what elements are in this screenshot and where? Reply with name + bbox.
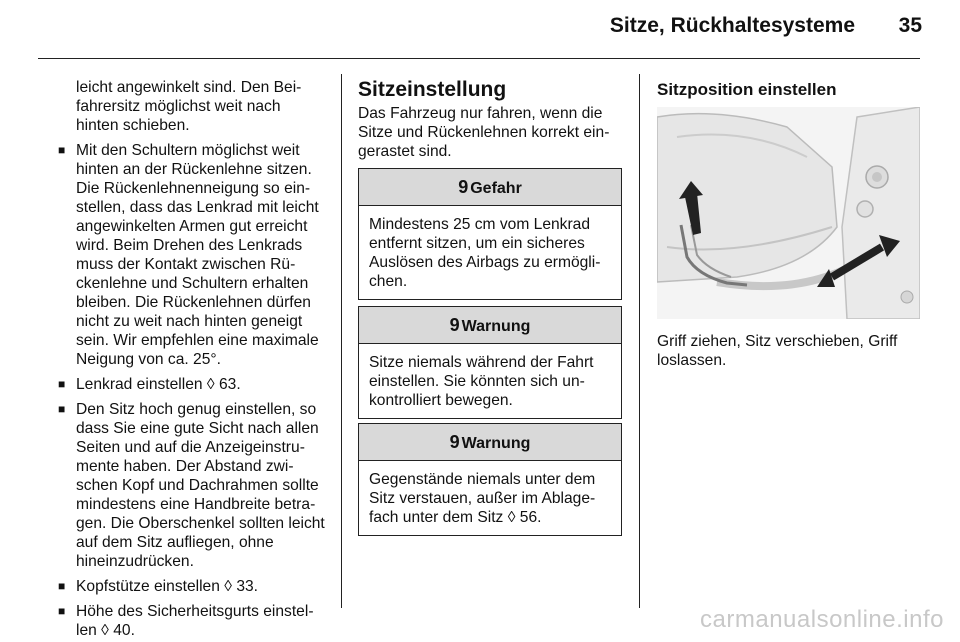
box-heading	[359, 424, 621, 461]
box-body	[359, 461, 621, 535]
seat-adjustment-illustration	[657, 107, 920, 319]
warning-icon: 9	[449, 315, 460, 335]
box-heading-label: Warnung	[461, 435, 531, 452]
list-item-text: Kopfstütze einstellen	[76, 578, 220, 595]
column-2	[358, 78, 622, 161]
bullet-icon: ■	[58, 143, 66, 157]
page-reference-link[interactable]: 40.	[113, 622, 135, 639]
warning-box	[358, 423, 622, 536]
box-heading-label: Gefahr	[470, 180, 522, 197]
box-heading	[359, 169, 621, 206]
box-body-text: Gegenstände niemals unter dem Sitz verstauen, außer im Ablagefach unter dem Sitz	[369, 471, 596, 526]
reference-arrow-icon: ◊	[206, 376, 215, 393]
page-reference-link[interactable]: 56.	[519, 509, 542, 526]
bullet-icon: ■	[58, 402, 66, 416]
page-reference-link[interactable]: 63.	[218, 376, 241, 393]
list-item	[58, 375, 326, 394]
reference-arrow-icon: ◊	[507, 509, 516, 526]
column-3	[657, 78, 921, 102]
column-divider-2	[639, 74, 640, 608]
box-body: Mindestens 25 cm vom Lenkrad entfernt sitzen, um ein sicheres Auslösen des Airbags zu ermöglichen.	[369, 216, 601, 290]
list-item	[58, 602, 326, 640]
header-rule	[38, 58, 920, 59]
warning-box	[358, 306, 622, 419]
box-heading	[359, 307, 621, 344]
figure-caption: Griff ziehen, Sitz verschieben, Griff loslassen.	[657, 333, 898, 369]
column-divider-1	[341, 74, 342, 608]
reference-arrow-icon: ◊	[224, 578, 232, 595]
subsection-title: Sitzposition einstellen	[657, 80, 837, 99]
page-reference-link[interactable]: 33.	[236, 578, 258, 595]
bullet-icon: ■	[58, 377, 66, 391]
bullet-icon: ■	[58, 579, 66, 593]
list-item-text: Lenkrad einstellen	[76, 376, 203, 393]
list-item-text: Mit den Schultern möglichst weit hinten an der Rückenlehne sitzen. Die Rückenlehnenneigung so einstellen, dass das Lenkrad mit leicht angewinkelten Armen gut erreicht wird. Beim Drehen des Lenkrads muss der Kontakt zwischen Rückenlehne und Schultern erhalten bleiben. Die Rückenlehnen dürfen nicht zu weit nach hinten geneigt sein. Wir empfehlen eine maximale Neigung von ca. 25°.	[76, 142, 319, 368]
box-heading-label: Warnung	[461, 318, 531, 335]
warning-icon: 9	[458, 177, 469, 197]
header-title: Sitze, Rückhaltesysteme	[609, 14, 855, 37]
seat-illustration-svg	[657, 107, 920, 319]
continuation-text: leicht angewinkelt sind. Den Beifahrersitz möglichst weit nach hinten schieben.	[76, 79, 302, 134]
reference-arrow-icon: ◊	[101, 622, 109, 639]
list-item	[58, 400, 326, 571]
section-intro: Das Fahrzeug nur fahren, wenn die Sitze und Rückenlehnen korrekt eingerastet sind.	[358, 105, 610, 160]
list-item-text: Höhe des Sicherheitsgurts einstellen	[76, 603, 314, 639]
column-1	[58, 78, 326, 640]
section-title: Sitzeinstellung	[358, 78, 507, 101]
page-number: 35	[898, 14, 922, 37]
list-item	[58, 577, 326, 596]
warning-icon: 9	[449, 432, 460, 452]
box-body: Sitze niemals während der Fahrt einstellen. Sie könnten sich unkontrolliert bewegen.	[369, 354, 594, 409]
list-item-text: Den Sitz hoch genug einstellen, so dass Sie eine gute Sicht nach allen Seiten und auf die Anzeigeinstrumente haben. Der Abstand zwischen Kopf und Dachrahmen sollte mindestens eine Handbreite betragen. Die Oberschenkel sollten leicht auf dem Sitz aufliegen, ohne hineinzudrücken.	[76, 401, 325, 570]
bullet-icon: ■	[58, 604, 66, 618]
watermark: carmanualsonline.info	[700, 606, 944, 633]
danger-box	[358, 168, 622, 300]
list-item	[58, 141, 326, 369]
